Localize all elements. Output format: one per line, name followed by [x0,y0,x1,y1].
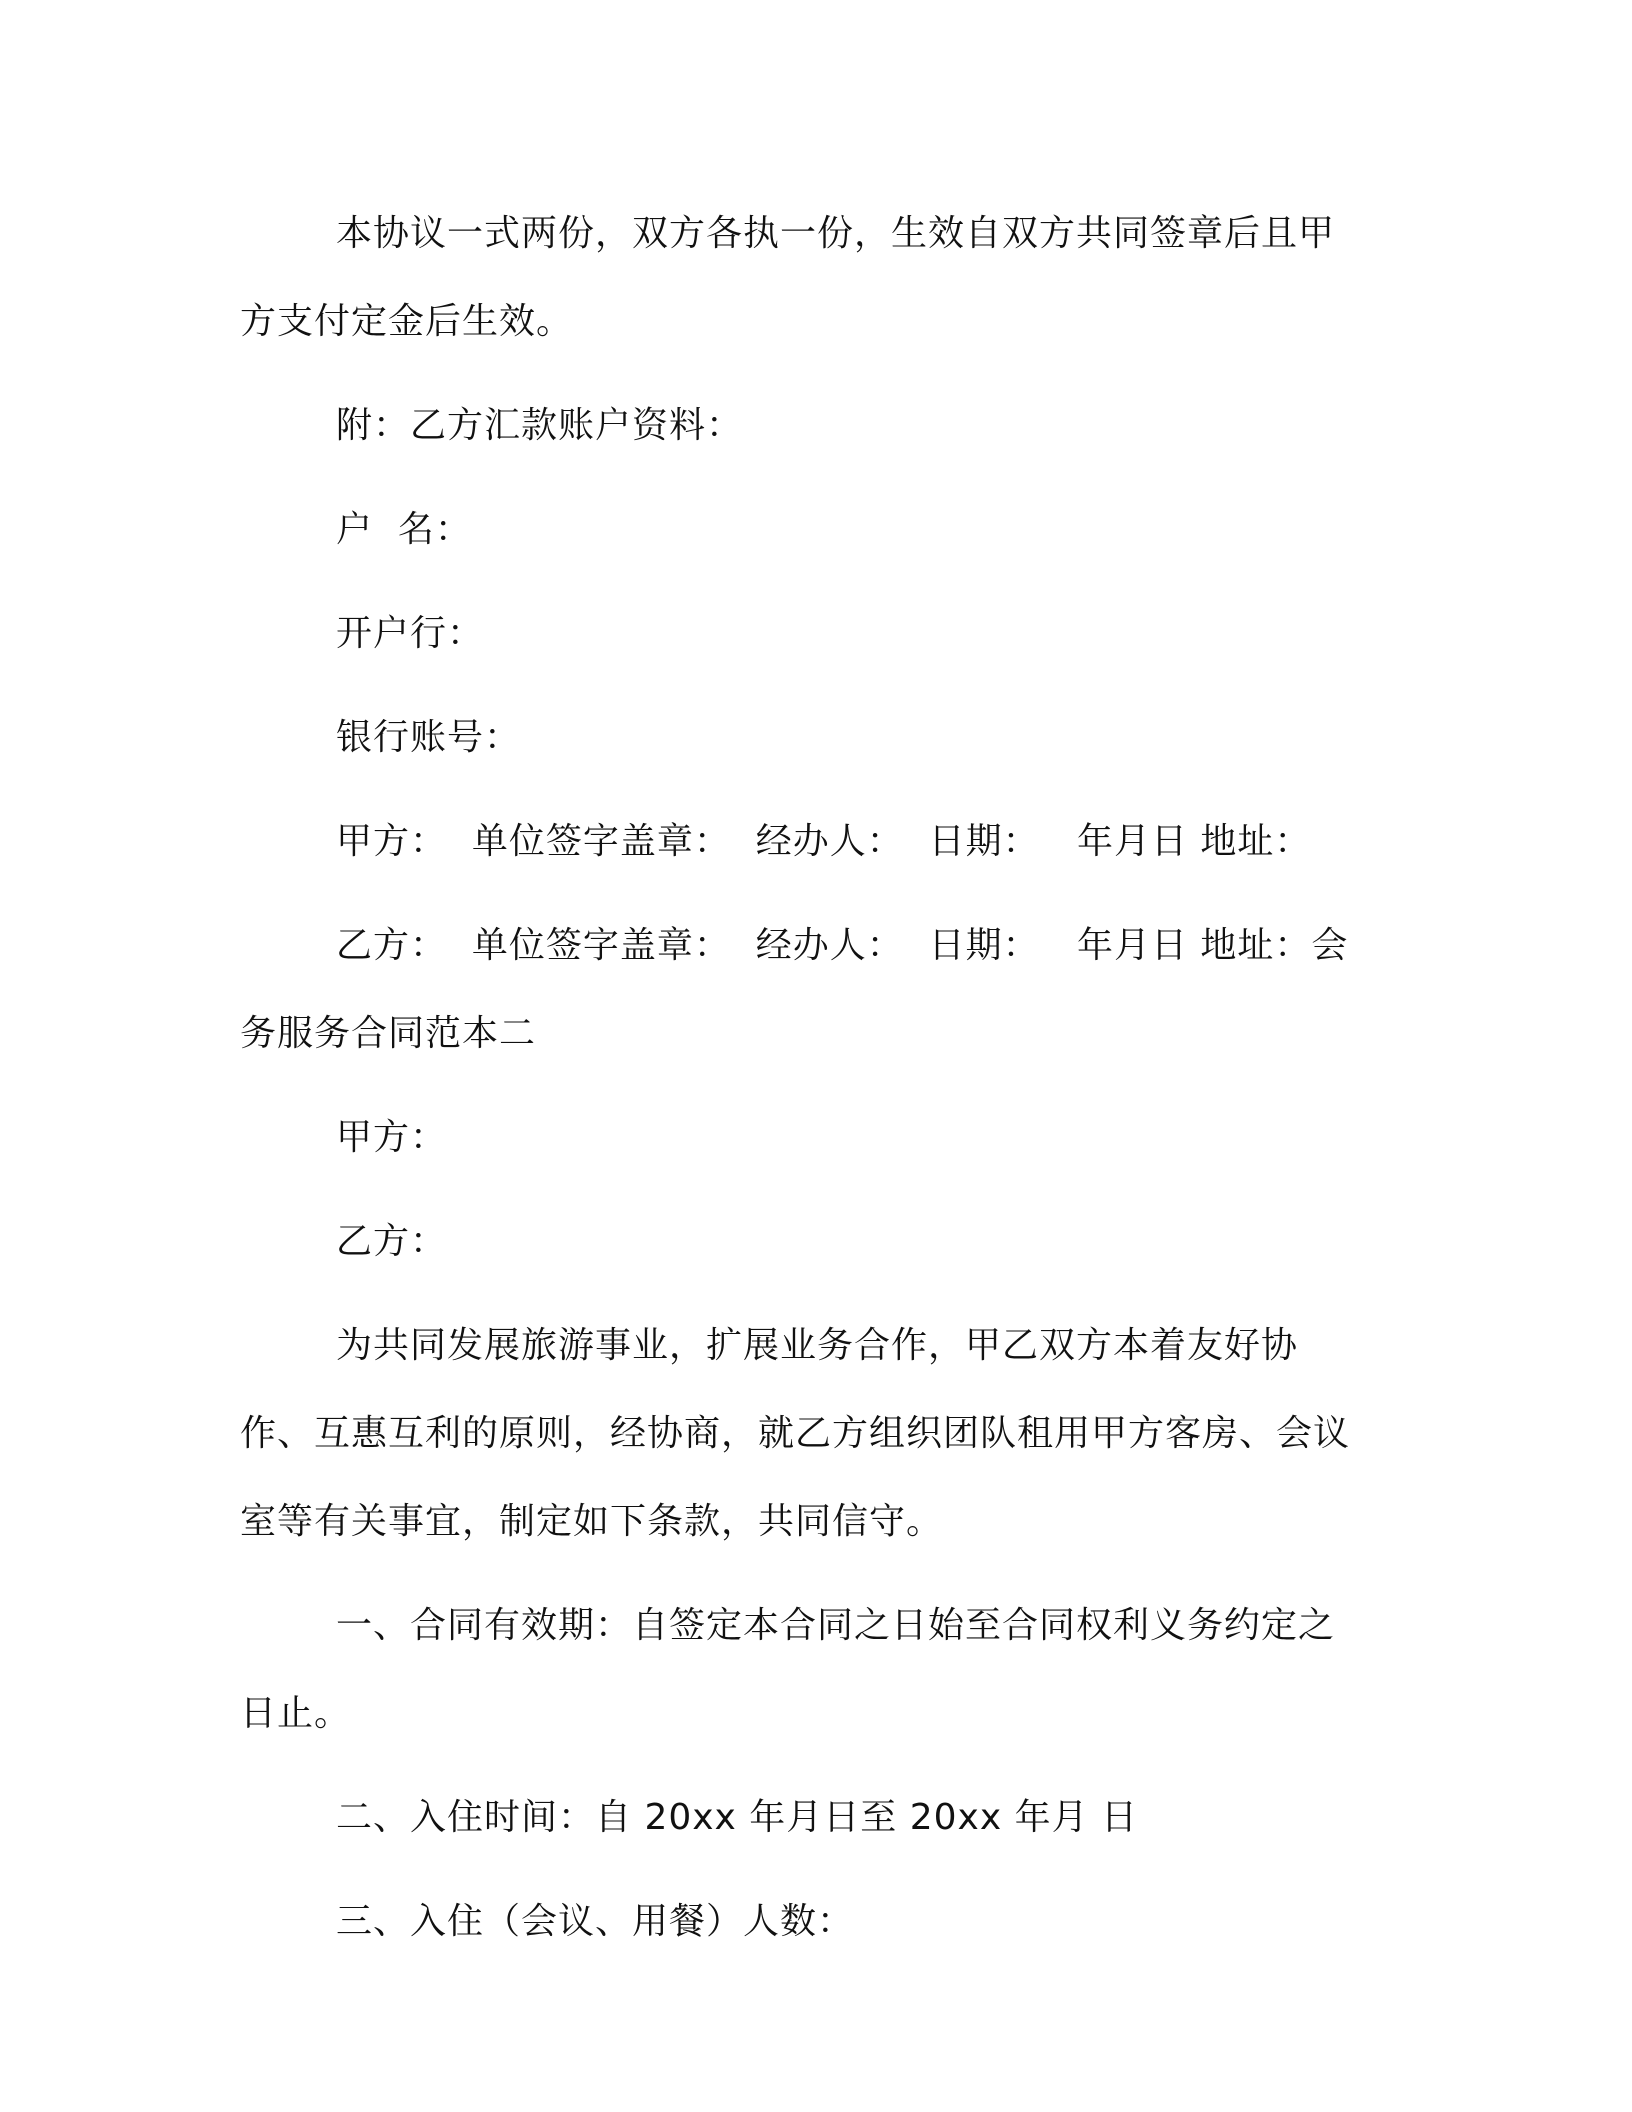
paragraph-preamble: 为共同发展旅游事业，扩展业务合作，甲乙双方本着友好协作、互惠互利的原则，经协商，就乙方组织团队租用甲方客房、会议室等有关事宜，制定如下条款，共同信守。 [240,1325,1351,1542]
paragraph-bank-branch: 开户行： [336,613,485,654]
paragraph-agreement-copies: 本协议一式两份，双方各执一份，生效自双方共同签章后且甲方支付定金后生效。 [240,213,1336,342]
paragraph-bank-account-number: 银行账号： [336,717,522,758]
document-body [240,190,1370,1982]
paragraph-clause-validity: 一、合同有效期：自签定本合同之日始至合同权利义务约定之日止。 [240,1605,1336,1734]
paragraph-clause-headcount: 三、入住（会议、用餐）人数： [336,1901,855,1942]
paragraph-party-a-signature: 甲方： 单位签字盖章： 经办人： 日期： 年月日 地址： [336,821,1312,862]
paragraph-clause-checkin-time: 二、入住时间：自 20xx 年月日至 20xx 年月 日 [336,1797,1139,1838]
paragraph-party-a: 甲方： [336,1117,448,1158]
paragraph-party-b-signature: 乙方： 单位签字盖章： 经办人： 日期： 年月日 地址：会务服务合同范本二 [240,925,1349,1054]
paragraph-attachment-account-info: 附：乙方汇款账户资料： [336,405,744,446]
paragraph-account-name: 户 名： [336,509,472,550]
paragraph-party-b: 乙方： [336,1221,448,1262]
